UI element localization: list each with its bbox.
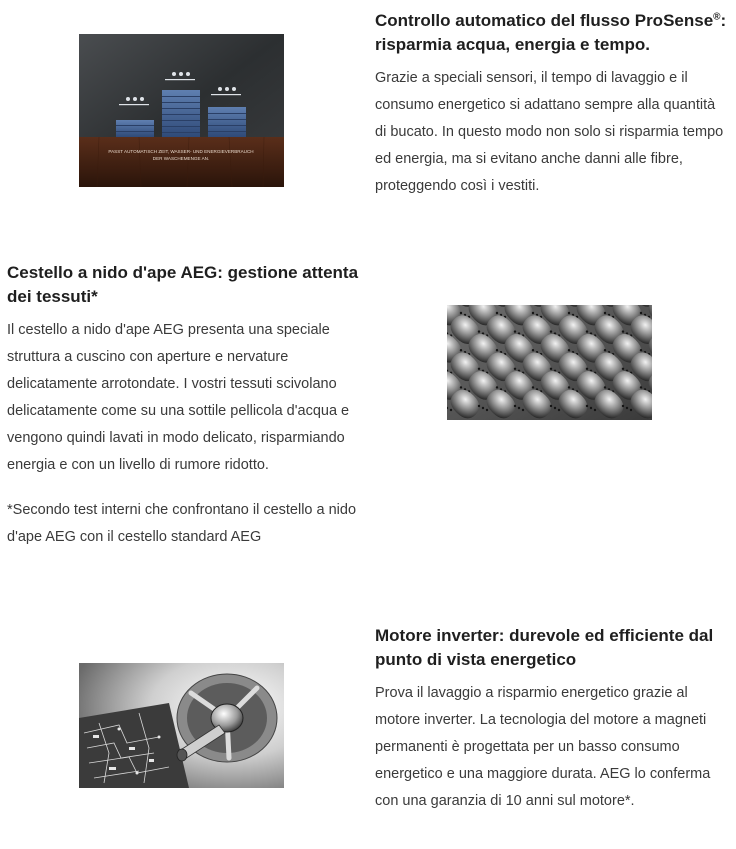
drum-hole	[604, 312, 606, 314]
drum-hole	[522, 409, 524, 411]
drum-hole	[586, 405, 588, 407]
drum-hole	[518, 407, 520, 409]
drum-hole	[640, 312, 642, 314]
drum-hole	[478, 405, 480, 407]
prosense-laundry-image	[79, 34, 284, 187]
inverter-motor-body: Prova il lavaggio a risparmio energetico grazie al motore inverter. La tecnologia del motore a magneti permanenti è progettata per un basso consumo energetico e una maggiore durata. AEG lo conferma con una garanzia di 10 anni sul motore*.	[375, 685, 711, 809]
drum-hole	[486, 409, 488, 411]
drum-hole	[514, 368, 516, 370]
inverter-motor-image	[79, 663, 284, 788]
honeycomb-title: Cestello a nido d'ape AEG: gestione attenta dei tessuti*	[7, 263, 359, 306]
honeycomb-footnote: *Secondo test interni che confrontano il cestello a nido d'ape AEG con il cestello standard AEG	[7, 502, 357, 545]
drum-hole	[586, 368, 588, 370]
drum-hole	[640, 386, 642, 388]
drum-hole	[622, 368, 624, 370]
drum-hole	[460, 312, 462, 314]
drum-hole	[496, 386, 498, 388]
drum-hole	[558, 409, 560, 411]
honeycomb-drum-image	[447, 305, 652, 420]
drum-hole	[550, 405, 552, 407]
drum-hole	[450, 409, 452, 411]
drum-hole	[478, 368, 480, 370]
drum-hole	[630, 409, 632, 411]
drum-hole	[554, 407, 556, 409]
drum-hole	[496, 349, 498, 351]
drum-hole	[532, 386, 534, 388]
drum-hole	[622, 330, 624, 332]
drum-hole	[568, 312, 570, 314]
drum-hole	[460, 349, 462, 351]
drum-hole	[622, 405, 624, 407]
prosense-section	[375, 9, 730, 200]
drum-hole	[550, 330, 552, 332]
drum-hole	[568, 386, 570, 388]
drum-hole	[568, 349, 570, 351]
drum-hole	[460, 386, 462, 388]
drum-hole	[478, 330, 480, 332]
drum-hole	[594, 409, 596, 411]
image-caption-line2: DER WASCHEMENGE AN.	[152, 156, 210, 161]
honeycomb-body: Il cestello a nido d'ape AEG presenta una speciale struttura a cuscino con aperture e nervature delicatamente arrotondate. I vostri tessuti scivolano delicatamente come su una sottile pellicola d'acqua e vengono quindi lavati in modo delicato, risparmiando energia e con un livello di rumore ridotto.	[7, 322, 350, 473]
drum-hole	[626, 407, 628, 409]
drum-hole	[482, 407, 484, 409]
honeycomb-section	[7, 261, 372, 551]
drum-hole	[496, 312, 498, 314]
prosense-title: Controllo automatico del flusso ProSense®: risparmia acqua, energia e tempo.	[375, 11, 727, 54]
drum-hole	[532, 312, 534, 314]
inverter-motor-section	[375, 624, 730, 815]
drum-hole	[514, 405, 516, 407]
drum-hole	[604, 386, 606, 388]
drum-hole	[586, 330, 588, 332]
drum-hole	[590, 407, 592, 409]
drum-hole	[550, 368, 552, 370]
drum-hole	[532, 349, 534, 351]
image-caption-line1: PASST AUTOMATISCH ZEIT, WASSER- UND ENERGIEVERBRAUCH	[108, 149, 254, 154]
drum-hole	[604, 349, 606, 351]
inverter-motor-title: Motore inverter: durevole ed efficiente dal punto di vista energetico	[375, 626, 714, 669]
drum-hole	[640, 349, 642, 351]
drum-hole	[514, 330, 516, 332]
prosense-body: Grazie a speciali sensori, il tempo di lavaggio e il consumo energetico si adattano sempre alla quantità di bucato. In questo modo non solo si risparmia tempo ed energia, ma si evitano anche danni alle fibre, proteggendo così i vestiti.	[375, 70, 724, 194]
